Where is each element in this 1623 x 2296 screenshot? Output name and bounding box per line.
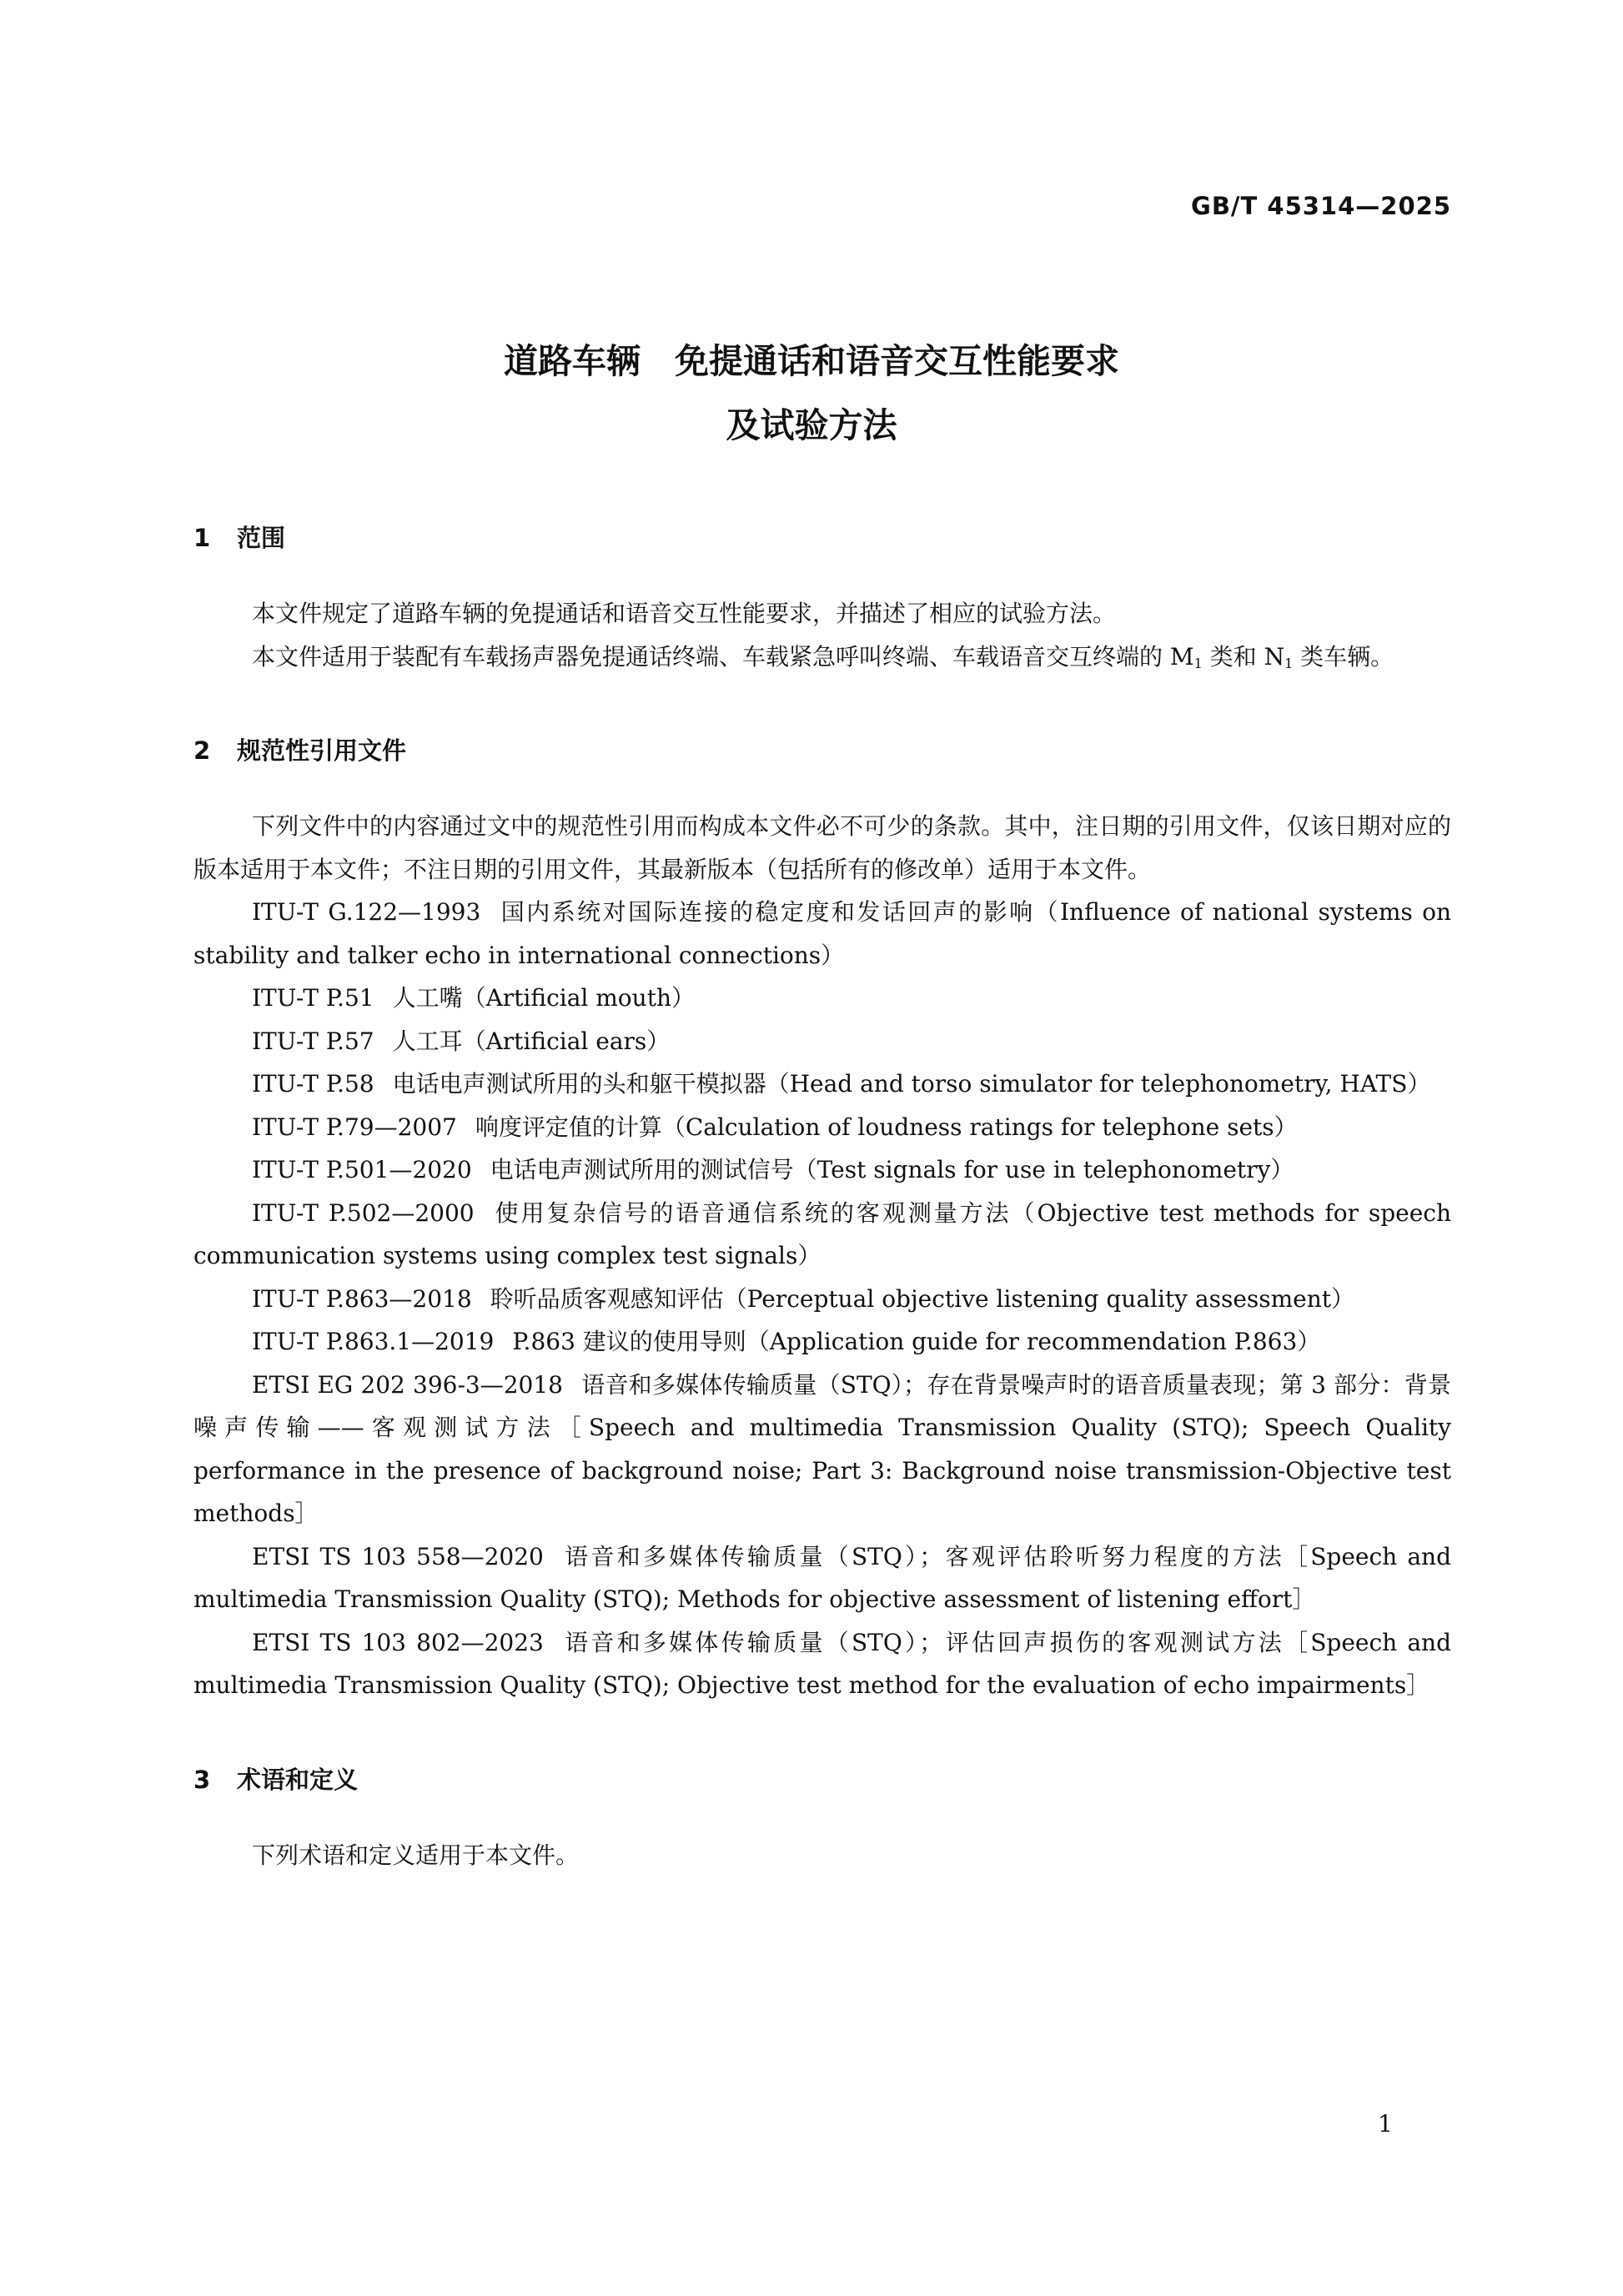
references-intro: 下列文件中的内容通过文中的规范性引用而构成本文件必不可少的条款。其中，注日期的引用文件，仅该日期对应的版本适用于本文件；不注日期的引用文件，其最新版本（包括所有的修改单）适用于本文件。 bbox=[193, 812, 1451, 883]
section-number: 3 bbox=[193, 1765, 211, 1794]
reference-item bbox=[193, 1278, 1451, 1321]
document-body bbox=[193, 517, 1451, 1876]
reference-code: ITU-T P.863.1—2019 bbox=[252, 1328, 495, 1355]
section-3-heading bbox=[193, 1759, 1451, 1801]
reference-title: 电话电声测试所用的测试信号（Test signals for use in telephonometry） bbox=[490, 1156, 1294, 1183]
reference-title: 语音和多媒体传输质量（STQ）；评估回声损伤的客观测试方法［Speech and multimedia Transmission Quality (STQ); Objective test method for the evaluation of echo impairments］ bbox=[193, 1628, 1451, 1699]
reference-title: 聆听品质客观感知评估（Perceptual objective listening quality assessment） bbox=[490, 1284, 1355, 1313]
section-title: 术语和定义 bbox=[237, 1765, 359, 1794]
reference-code: ETSI TS 103 558—2020 bbox=[252, 1542, 544, 1570]
scope-paragraph-2 bbox=[193, 636, 1451, 679]
section-1-heading bbox=[193, 517, 1451, 559]
document-title bbox=[0, 329, 1623, 458]
reference-list bbox=[193, 891, 1451, 1707]
reference-title: 使用复杂信号的语音通信系统的客观测量方法（Objective test methods for speech communication systems using complex test signals） bbox=[193, 1198, 1451, 1269]
title-line-2: 及试验方法 bbox=[726, 405, 897, 445]
subscript-m: 1 bbox=[1193, 655, 1203, 671]
scope-paragraph-1: 本文件规定了道路车辆的免提通话和语音交互性能要求，并描述了相应的试验方法。 bbox=[252, 600, 1117, 627]
reference-code: ITU-T P.51 bbox=[252, 984, 374, 1012]
section-number: 2 bbox=[193, 736, 211, 765]
reference-item bbox=[193, 1148, 1451, 1192]
reference-item bbox=[193, 1364, 1451, 1535]
section-2-heading bbox=[193, 730, 1451, 771]
reference-item bbox=[193, 1621, 1451, 1707]
reference-item bbox=[193, 1535, 1451, 1621]
reference-code: ITU-T P.501—2020 bbox=[252, 1156, 472, 1183]
scope-text-a: 本文件适用于装配有车载扬声器免提通话终端、车载紧急呼叫终端、车载语音交互终端的 M bbox=[252, 642, 1194, 671]
section-title: 规范性引用文件 bbox=[237, 736, 407, 765]
reference-item bbox=[193, 1106, 1451, 1149]
reference-code: ITU-T P.57 bbox=[252, 1027, 374, 1055]
terms-intro: 下列术语和定义适用于本文件。 bbox=[252, 1841, 580, 1869]
reference-title: 国内系统对国际连接的稳定度和发话回声的影响（Influence of national systems on stability and talker echo in international connections） bbox=[193, 898, 1451, 969]
reference-item bbox=[193, 977, 1451, 1020]
reference-title: 人工耳（Artificial ears） bbox=[392, 1027, 671, 1055]
reference-item bbox=[193, 1063, 1451, 1106]
scope-text-b: 类和 N bbox=[1202, 642, 1285, 671]
reference-item bbox=[193, 1020, 1451, 1063]
reference-item bbox=[193, 891, 1451, 977]
reference-title: P.863 建议的使用导则（Application guide for recommendation P.863） bbox=[512, 1328, 1321, 1355]
page-number: 1 bbox=[1378, 2110, 1393, 2138]
reference-title: 人工嘴（Artificial mouth） bbox=[392, 984, 695, 1012]
reference-title: 语音和多媒体传输质量（STQ）；客观评估聆听努力程度的方法［Speech and multimedia Transmission Quality (STQ); Methods for objective assessment of listening effort］ bbox=[193, 1542, 1451, 1613]
title-line-1: 道路车辆 免提通话和语音交互性能要求 bbox=[504, 341, 1119, 381]
reference-code: ITU-T P.502—2000 bbox=[252, 1198, 475, 1227]
reference-code: ITU-T P.58 bbox=[252, 1070, 374, 1098]
reference-item bbox=[193, 1320, 1451, 1364]
reference-code: ITU-T G.122—1993 bbox=[252, 898, 481, 926]
reference-code: ETSI TS 103 802—2023 bbox=[252, 1628, 544, 1656]
reference-title: 语音和多媒体传输质量（STQ）；存在背景噪声时的语音质量表现；第 3 部分：背景噪声传输——客观测试方法［Speech and multimedia Transmission Quality (STQ); Speech Quality performance in the presence of background noise; Part 3: Background noise transmission-Objective test methods］ bbox=[193, 1370, 1451, 1527]
scope-text-c: 类车辆。 bbox=[1293, 642, 1394, 671]
section-number: 1 bbox=[193, 524, 211, 552]
subscript-n: 1 bbox=[1284, 655, 1294, 671]
reference-code: ITU-T P.863—2018 bbox=[252, 1284, 472, 1313]
reference-code: ETSI EG 202 396-3—2018 bbox=[252, 1370, 563, 1399]
section-title: 范围 bbox=[237, 524, 286, 552]
reference-code: ITU-T P.79—2007 bbox=[252, 1113, 457, 1141]
standard-code: GB/T 45314—2025 bbox=[1191, 192, 1451, 220]
reference-item bbox=[193, 1192, 1451, 1278]
reference-title: 电话电声测试所用的头和躯干模拟器（Head and torso simulator for telephonometry, HATS） bbox=[392, 1070, 1431, 1098]
reference-title: 响度评定值的计算（Calculation of loudness ratings for telephone sets） bbox=[475, 1113, 1298, 1141]
